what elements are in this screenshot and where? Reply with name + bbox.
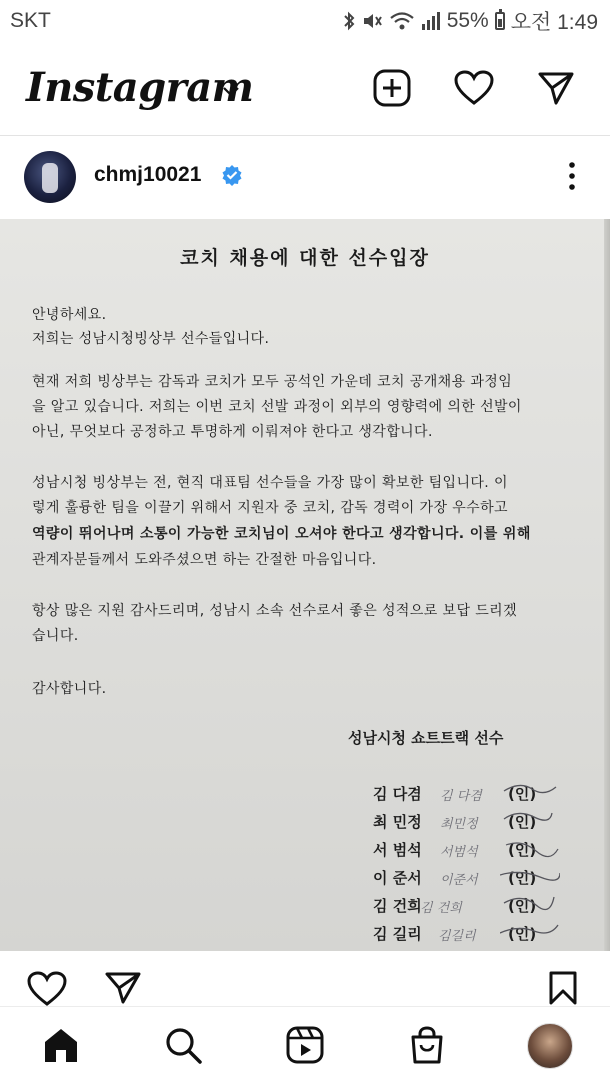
signatory-name: 김 길리 — [373, 925, 422, 943]
home-icon — [41, 1025, 81, 1065]
shop-icon — [407, 1025, 447, 1065]
clock: 오전 1:49 — [510, 11, 598, 34]
carrier-label: SKT — [10, 9, 51, 32]
paper-edge — [604, 219, 610, 951]
team-name: 성남시청 쇼트트랙 선수 — [348, 729, 504, 747]
document-line: 렇게 훌륭한 팀을 이끌기 위해서 지원자 중 코치, 감독 경력이 가장 우수하고 — [32, 500, 508, 516]
status-bar — [0, 0, 610, 44]
reels-icon — [285, 1025, 325, 1065]
post-author-username[interactable]: chmj10021 — [94, 163, 202, 186]
verified-badge-icon — [221, 164, 243, 186]
direct-message-icon — [537, 70, 575, 106]
document-line: 안녕하세요. — [32, 307, 107, 323]
document-line: 항상 많은 지원 감사드리며, 성남시 소속 선수로서 좋은 성적으로 보답 드리겠 — [32, 603, 517, 619]
handwritten-signature: 이준서 — [440, 873, 478, 888]
signature-scribbles — [500, 779, 560, 949]
signatory-name: 이 준서 — [373, 869, 422, 887]
handwritten-signature: 김길리 — [438, 929, 476, 944]
document-line: 성남시청 빙상부는 전, 현직 대표팀 선수들을 가장 많이 확보한 팀입니다. 이 — [32, 475, 508, 491]
handwritten-signature: 최민정 — [440, 817, 478, 832]
chevron-down-icon[interactable] — [222, 86, 240, 98]
signatory-name: 김 다겸 — [373, 785, 422, 803]
nav-search[interactable] — [161, 1023, 205, 1067]
heart-icon — [454, 70, 494, 106]
battery-percent: 55% — [446, 9, 489, 32]
document-line: 역량이 뛰어나며 소통이 가능한 코치님이 오셔야 한다고 생각합니다. 이를 위해 — [32, 526, 531, 542]
like-icon[interactable] — [26, 970, 68, 1006]
battery-icon — [495, 12, 505, 30]
document-line: 습니다. — [32, 628, 79, 644]
handwritten-signature: 김 다겸 — [440, 789, 482, 804]
activity-button[interactable] — [454, 68, 494, 108]
share-icon[interactable] — [104, 970, 142, 1004]
seal-mark: (인) — [508, 813, 537, 831]
nav-reels[interactable] — [283, 1023, 327, 1067]
bottom-navigation — [0, 1006, 610, 1085]
signatory-name: 서 범석 — [373, 841, 422, 859]
document-title: 코치 채용에 대한 선수입장 — [180, 247, 430, 269]
more-options-icon[interactable] — [560, 160, 584, 192]
post-author-avatar[interactable] — [24, 151, 76, 203]
bluetooth-icon — [343, 11, 355, 31]
signatory-name: 최 민정 — [373, 813, 422, 831]
post-image[interactable] — [0, 219, 610, 951]
nav-home[interactable] — [39, 1023, 83, 1067]
seal-mark: (인) — [508, 925, 537, 943]
handwritten-signature: 김 건희 — [420, 901, 462, 916]
seal-mark: (인) — [508, 897, 537, 915]
direct-message-button[interactable] — [536, 68, 576, 108]
nav-profile-avatar[interactable] — [527, 1023, 573, 1069]
seal-mark: (인) — [508, 869, 537, 887]
nav-shop[interactable] — [405, 1023, 449, 1067]
seal-mark: (인) — [508, 841, 537, 859]
app-header — [0, 44, 610, 134]
mute-icon — [361, 11, 383, 31]
document-line: 저희는 성남시청빙상부 선수들입니다. — [32, 331, 270, 347]
add-post-icon — [373, 69, 411, 107]
add-post-button[interactable] — [372, 68, 412, 108]
signatory-name: 김 건희 — [373, 897, 422, 915]
document-line: 아닌, 무엇보다 공정하고 투명하게 이뤄져야 한다고 생각합니다. — [32, 424, 433, 440]
wifi-icon — [389, 11, 415, 31]
status-icons — [343, 6, 598, 36]
save-bookmark-icon[interactable] — [548, 970, 578, 1006]
document-line: 관계자분들께서 도와주셨으면 하는 간절한 마음입니다. — [32, 552, 377, 568]
document-line: 감사합니다. — [32, 681, 107, 697]
seal-mark: (인) — [508, 785, 537, 803]
document-line: 을 알고 있습니다. 저희는 이번 코치 선발 과정이 외부의 영향력에 의한 선발이 — [32, 399, 522, 415]
instagram-logo[interactable]: Instagram — [26, 64, 254, 111]
handwritten-signature: 서범석 — [440, 845, 478, 860]
post-header — [0, 136, 610, 218]
post-actions — [0, 952, 610, 1008]
search-icon — [163, 1025, 203, 1065]
document-line: 현재 저희 빙상부는 감독과 코치가 모두 공석인 가운데 코치 공개채용 과정임 — [32, 374, 513, 390]
signal-icon — [421, 11, 441, 31]
